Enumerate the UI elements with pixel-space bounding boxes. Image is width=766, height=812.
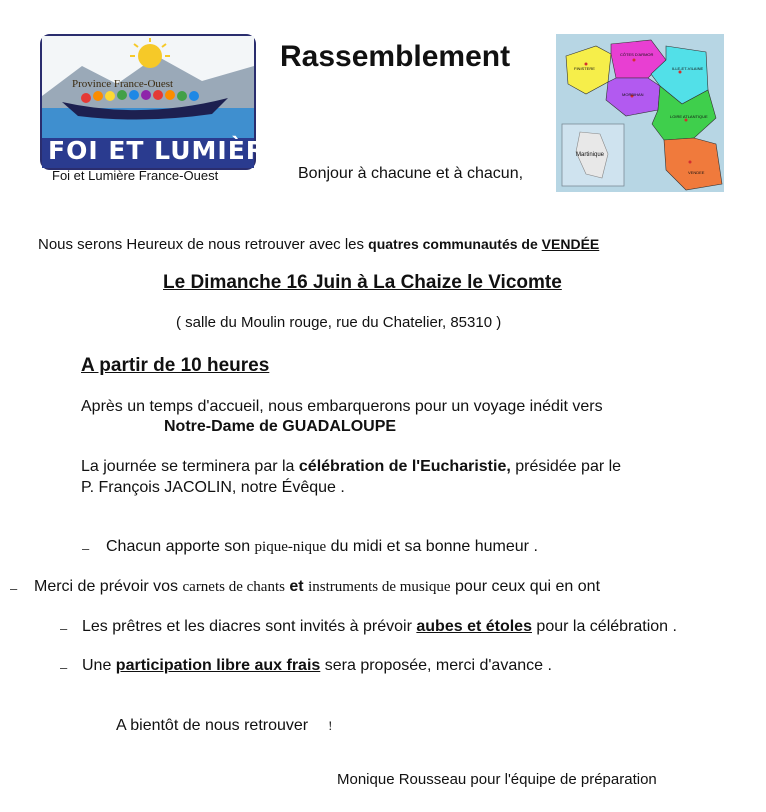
bullet-priests: Les prêtres et les diacres sont invités à prévoir aubes et étoles pour la célébration . — [82, 618, 677, 635]
bullet-dash: – — [60, 660, 68, 675]
voyage-line-2: Notre-Dame de GUADALOUPE — [164, 418, 397, 435]
voyage-line-1: Après un temps d'accueil, nous embarquerons pour un voyage inédit vers — [81, 398, 603, 415]
farewell: A bientôt de nous retrouver ! — [116, 717, 333, 734]
logo — [40, 34, 285, 170]
map-label-vendee: VENDEE — [688, 170, 705, 175]
venue: ( salle du Moulin rouge, rue du Chatelier, 85310 ) — [176, 314, 502, 331]
greeting: Bonjour à chacune et à chacun, — [298, 165, 524, 182]
logo-banner-text: Province France-Ouest — [72, 78, 174, 90]
region-map — [556, 34, 724, 192]
bullet-dash: – — [10, 581, 18, 596]
start-time: A partir de 10 heures — [81, 355, 270, 376]
map-label-loire: LOIRE ATLANTIQUE — [670, 114, 708, 119]
map-label-finistere: FINISTERE — [574, 66, 595, 71]
logo-brand-text: FOI ET LUMIÈRE — [48, 136, 285, 165]
map-label-cotes: CÔTES D'ARMOR — [620, 52, 654, 57]
vendee-label: VENDÉE — [541, 236, 600, 252]
page-title: Rassemblement — [280, 40, 511, 73]
closing-line-1: La journée se terminera par la célébration de l'Eucharistie, présidée par le — [81, 458, 622, 475]
signature: Monique Rousseau pour l'équipe de préparation — [337, 771, 657, 788]
map-label-morbihan: MORBIHAN — [622, 92, 644, 97]
closing-line-2: P. François JACOLIN, notre Évêque . — [81, 479, 345, 496]
map-vendee — [664, 138, 722, 190]
intro-line: Nous serons Heureux de nous retrouver avec les quatres communautés de VENDÉE — [38, 236, 600, 253]
bullet-picnic: Chacun apporte son pique-nique du midi et sa bonne humeur . — [106, 538, 538, 555]
bullet-fees: Une participation libre aux frais sera proposée, merci d'avance . — [82, 657, 552, 674]
logo-caption: Foi et Lumière France-Ouest — [52, 168, 219, 183]
event-date: Le Dimanche 16 Juin à La Chaize le Vicomte — [163, 272, 562, 293]
map-label-ille: ILLE-ET-VILAINE — [672, 66, 704, 71]
map-label-martinique: Martinique — [576, 152, 605, 158]
bullet-dash: – — [82, 541, 90, 556]
bullet-dash: – — [60, 621, 68, 636]
bullet-music: Merci de prévoir vos carnets de chants et instruments de musique pour ceux qui en ont — [34, 578, 601, 595]
